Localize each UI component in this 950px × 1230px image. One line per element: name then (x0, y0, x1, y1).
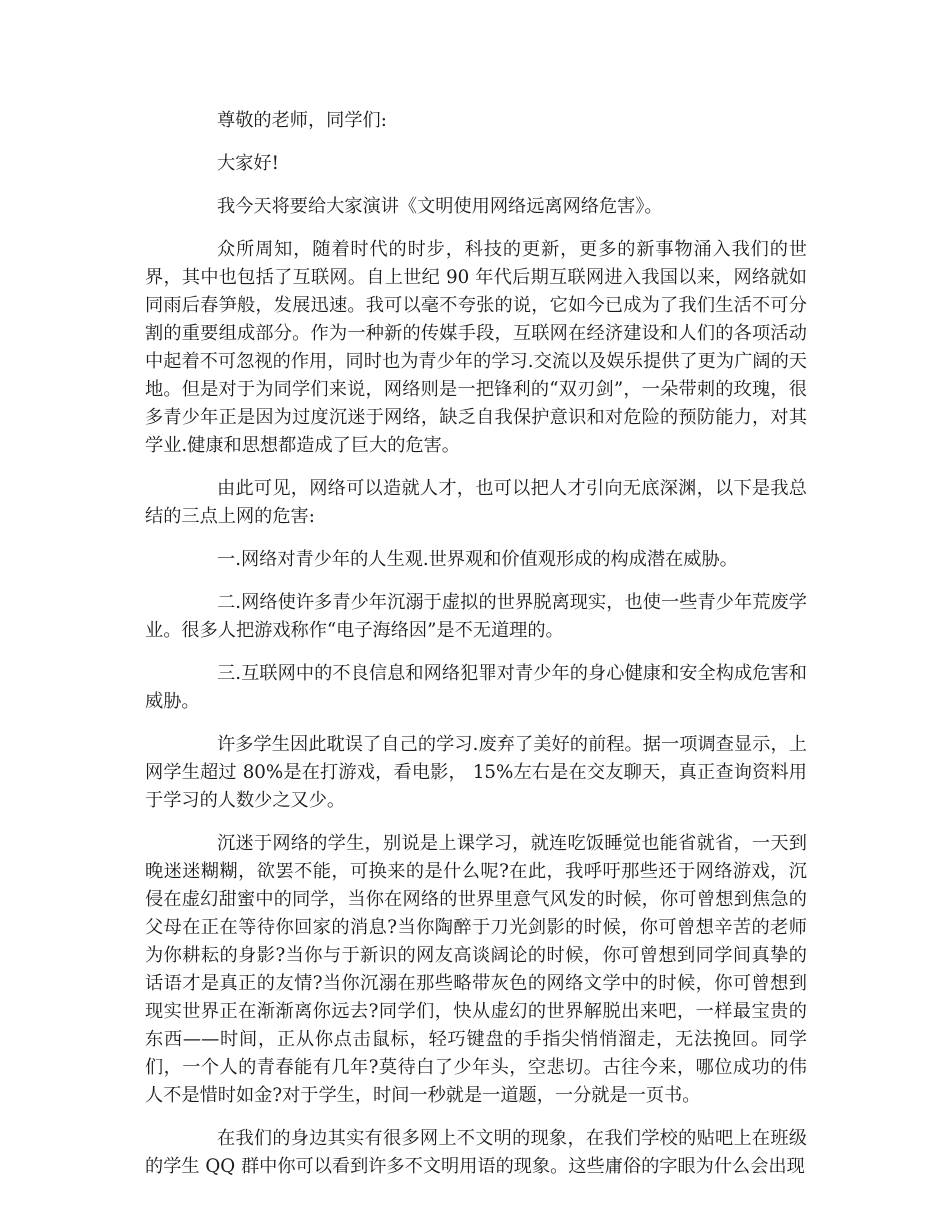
body-paragraph: 众所周知，随着时代的时步，科技的更新，更多的新事物涌入我们的世界，其中也包括了互联网。自上世纪 90 年代后期互联网进入我国以来，网络就如同雨后春笋般，发展迅速。我可以毫不夸张的说，它如今已成为了我们生活不可分割的重要组成部分。作为一种新的传媒手段，互联网在经济建设和人们的各项活动中起着不可忽视的作用，同时也为青少年的学习.交流以及娱乐提供了更为广阔的天地。但是对于为同学们来说，网络则是一把锋利的“双刃剑”，一朵带刺的玫瑰，很多青少年正是因为过度沉迷于网络，缺乏自我保护意识和对危险的预防能力，对其学业.健康和思想都造成了巨大的危害。 (145, 239, 807, 456)
body-paragraph: 由此可见，网络可以造就人才，也可以把人才引向无底深渊，以下是我总结的三点上网的危害: (145, 478, 807, 527)
greeting: 大家好! (217, 153, 279, 174)
list-item: 二.网络使许多青少年沉溺于虚拟的世界脱离现实，也使一些青少年荒废学业。很多人把游戏称作“电子海络因”是不无道理的。 (145, 592, 807, 641)
body-paragraph: 沉迷于网络的学生，别说是上课学习，就连吃饭睡觉也能省就省，一天到晚迷迷糊糊，欲罢不能，可换来的是什么呢?在此，我呼吁那些还于网络游戏，沉侵在虚幻甜蜜中的同学，当你在网络的世界里意气风发的时候，你可曾想到焦急的父母在正在等待你回家的消息?当你陶醉于刀光剑影的时候，你可曾想辛苦的老师为你耕耘的身影?当你与于新识的网友高谈阔论的时候，你可曾想到同学间真挚的话语才是真正的友情?当你沉溺在那些略带灰色的网络文学中的时候，你可曾想到现实世界正在渐渐离你远去?同学们，快从虚幻的世界解脱出来吧，一样最宝贵的东西——时间，正从你点击鼠标，轻巧键盘的手指尖悄悄溜走，无法挽回。同学们，一个人的青春能有几年?莫待白了少年头，空悲切。古往今来，哪位成功的伟人不是惜时如金?对于学生，时间一秒就是一道题，一分就是一页书。 (145, 833, 807, 1106)
salutation: 尊敬的老师，同学们: (217, 110, 387, 131)
body-paragraph: 在我们的身边其实有很多网上不文明的现象，在我们学校的贴吧上在班级的学生 QQ 群中你可以看到许多不文明用语的现象。这些庸俗的字眼为什么会出现 (145, 1128, 807, 1177)
list-item: 一.网络对青少年的人生观.世界观和价值观形成的构成潜在威胁。 (217, 549, 738, 570)
body-paragraph: 许多学生因此耽误了自己的学习.废弃了美好的前程。据一项调查显示，上网学生超过 80%是在打游戏，看电影， 15%左右是在交友聊天，真正查询资料用于学习的人数少之又少。 (145, 734, 807, 811)
list-item: 三.互联网中的不良信息和网络犯罪对青少年的身心健康和安全构成危害和威胁。 (145, 663, 807, 712)
speech-topic: 我今天将要给大家演讲《文明使用网络远离网络危害》。 (217, 196, 663, 217)
document-page (145, 107, 807, 1196)
